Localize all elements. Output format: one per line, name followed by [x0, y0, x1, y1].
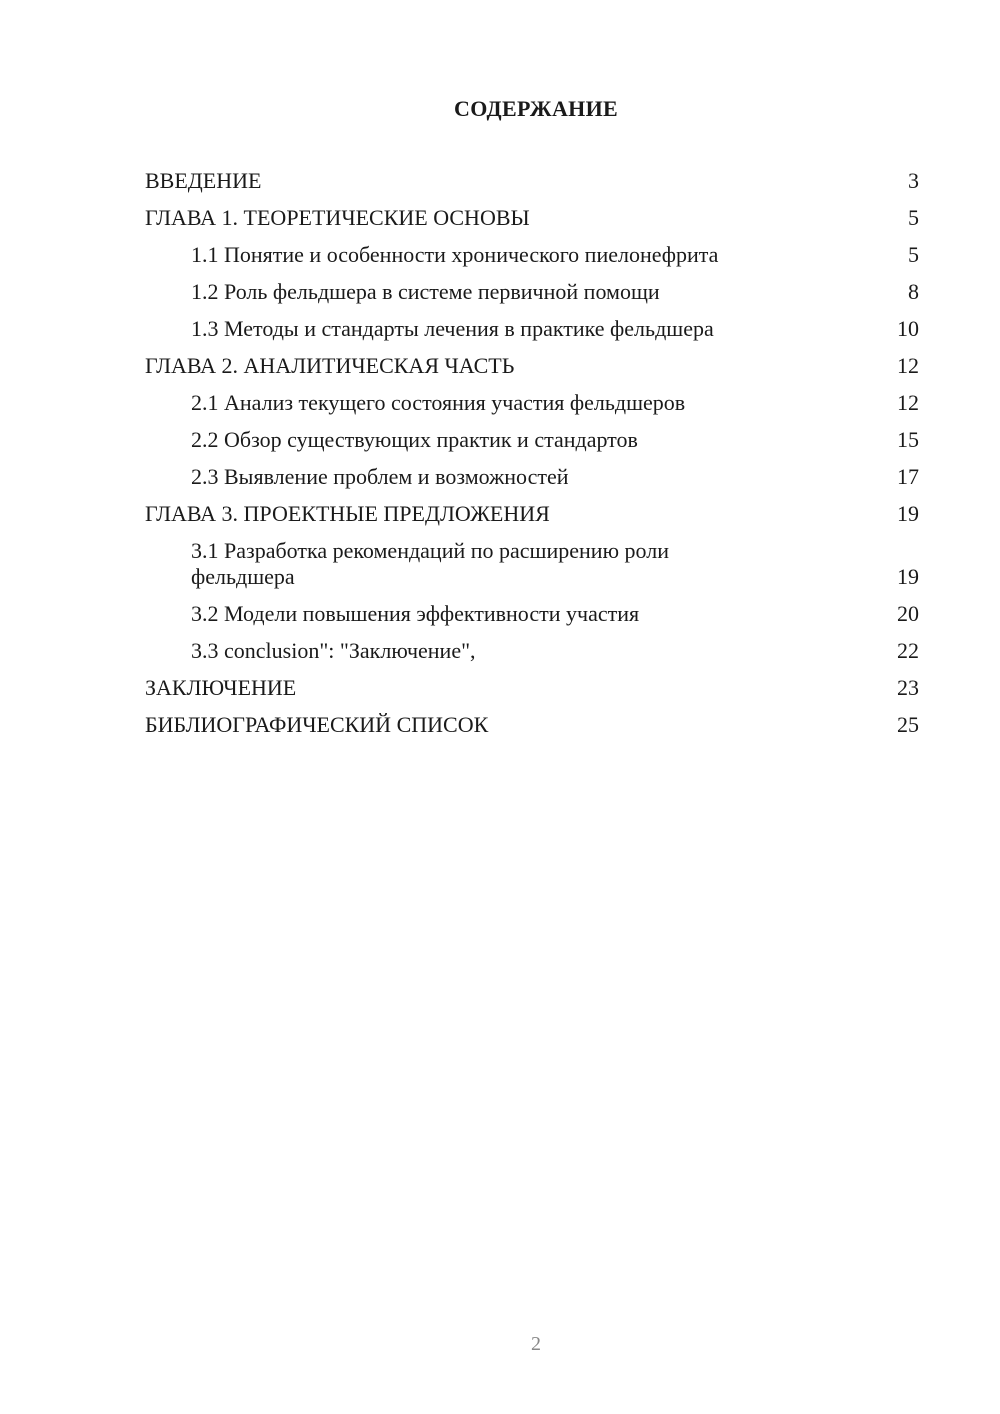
toc-entry-title: ГЛАВА 2. АНАЛИТИЧЕСКАЯ ЧАСТЬ: [145, 353, 515, 378]
toc-entry-page: 12: [897, 390, 919, 415]
toc-entry-page: 5: [908, 242, 919, 267]
table-of-contents: [145, 168, 919, 749]
toc-entry-chapter-1: [145, 205, 919, 242]
toc-entry-page: 25: [897, 712, 919, 737]
toc-entry-title: БИБЛИОГРАФИЧЕСКИЙ СПИСОК: [145, 712, 489, 737]
toc-entry-title: 1.3 Методы и стандарты лечения в практике фельдшера: [191, 316, 714, 341]
footer-page-number: 2: [531, 1333, 541, 1355]
toc-entry-page: 19: [897, 564, 919, 589]
toc-entry-title: 1.2 Роль фельдшера в системе первичной помощи: [191, 279, 660, 304]
toc-entry-section-2-3: [145, 464, 919, 501]
toc-entry-page: 3: [908, 168, 919, 193]
toc-entry-page: 22: [897, 638, 919, 663]
toc-entry-page: 10: [897, 316, 919, 341]
toc-entry-section-1-2: [145, 279, 919, 316]
toc-entry-chapter-2: [145, 353, 919, 390]
toc-entry-title: 1.1 Понятие и особенности хронического пиелонефрита: [191, 242, 719, 267]
toc-entry-section-2-2: [145, 427, 919, 464]
toc-entry-page: 17: [897, 464, 919, 489]
toc-entry-title: 3.1 Разработка рекомендаций по расширению роли фельдшера: [191, 538, 669, 589]
toc-entry-page: 15: [897, 427, 919, 452]
toc-entry-page: 20: [897, 601, 919, 626]
toc-entry-page: 12: [897, 353, 919, 378]
toc-entry-chapter-3: [145, 501, 919, 538]
toc-entry-page: 19: [897, 501, 919, 526]
toc-entry-title: ВВЕДЕНИЕ: [145, 168, 262, 193]
toc-entry-section-3-3: [145, 638, 919, 675]
page-title: СОДЕРЖАНИЕ: [454, 96, 618, 121]
toc-entry-section-3-1: [145, 538, 919, 601]
toc-entry-conclusion: [145, 675, 919, 712]
toc-entry-title: ЗАКЛЮЧЕНИЕ: [145, 675, 297, 700]
toc-entry-title: ГЛАВА 3. ПРОЕКТНЫЕ ПРЕДЛОЖЕНИЯ: [145, 501, 550, 526]
toc-entry-page: 8: [908, 279, 919, 304]
toc-entry-bibliography: [145, 712, 919, 749]
toc-entry-section-1-3: [145, 316, 919, 353]
toc-entry-section-1-1: [145, 242, 919, 279]
toc-entry-title: 2.3 Выявление проблем и возможностей: [191, 464, 569, 489]
toc-entry-title: 3.3 conclusion": "Заключение",: [191, 638, 476, 663]
toc-entry-section-3-2: [145, 601, 919, 638]
toc-entry-section-2-1: [145, 390, 919, 427]
toc-entry-title: 2.1 Анализ текущего состояния участия фельдшеров: [191, 390, 686, 415]
toc-entry-title: 3.2 Модели повышения эффективности участия: [191, 601, 640, 626]
toc-entry-title: ГЛАВА 1. ТЕОРЕТИЧЕСКИЕ ОСНОВЫ: [145, 205, 530, 230]
toc-entry-page: 23: [897, 675, 919, 700]
toc-entry-page: 5: [908, 205, 919, 230]
toc-entry-introduction: [145, 168, 919, 205]
toc-entry-title: 2.2 Обзор существующих практик и стандартов: [191, 427, 638, 452]
